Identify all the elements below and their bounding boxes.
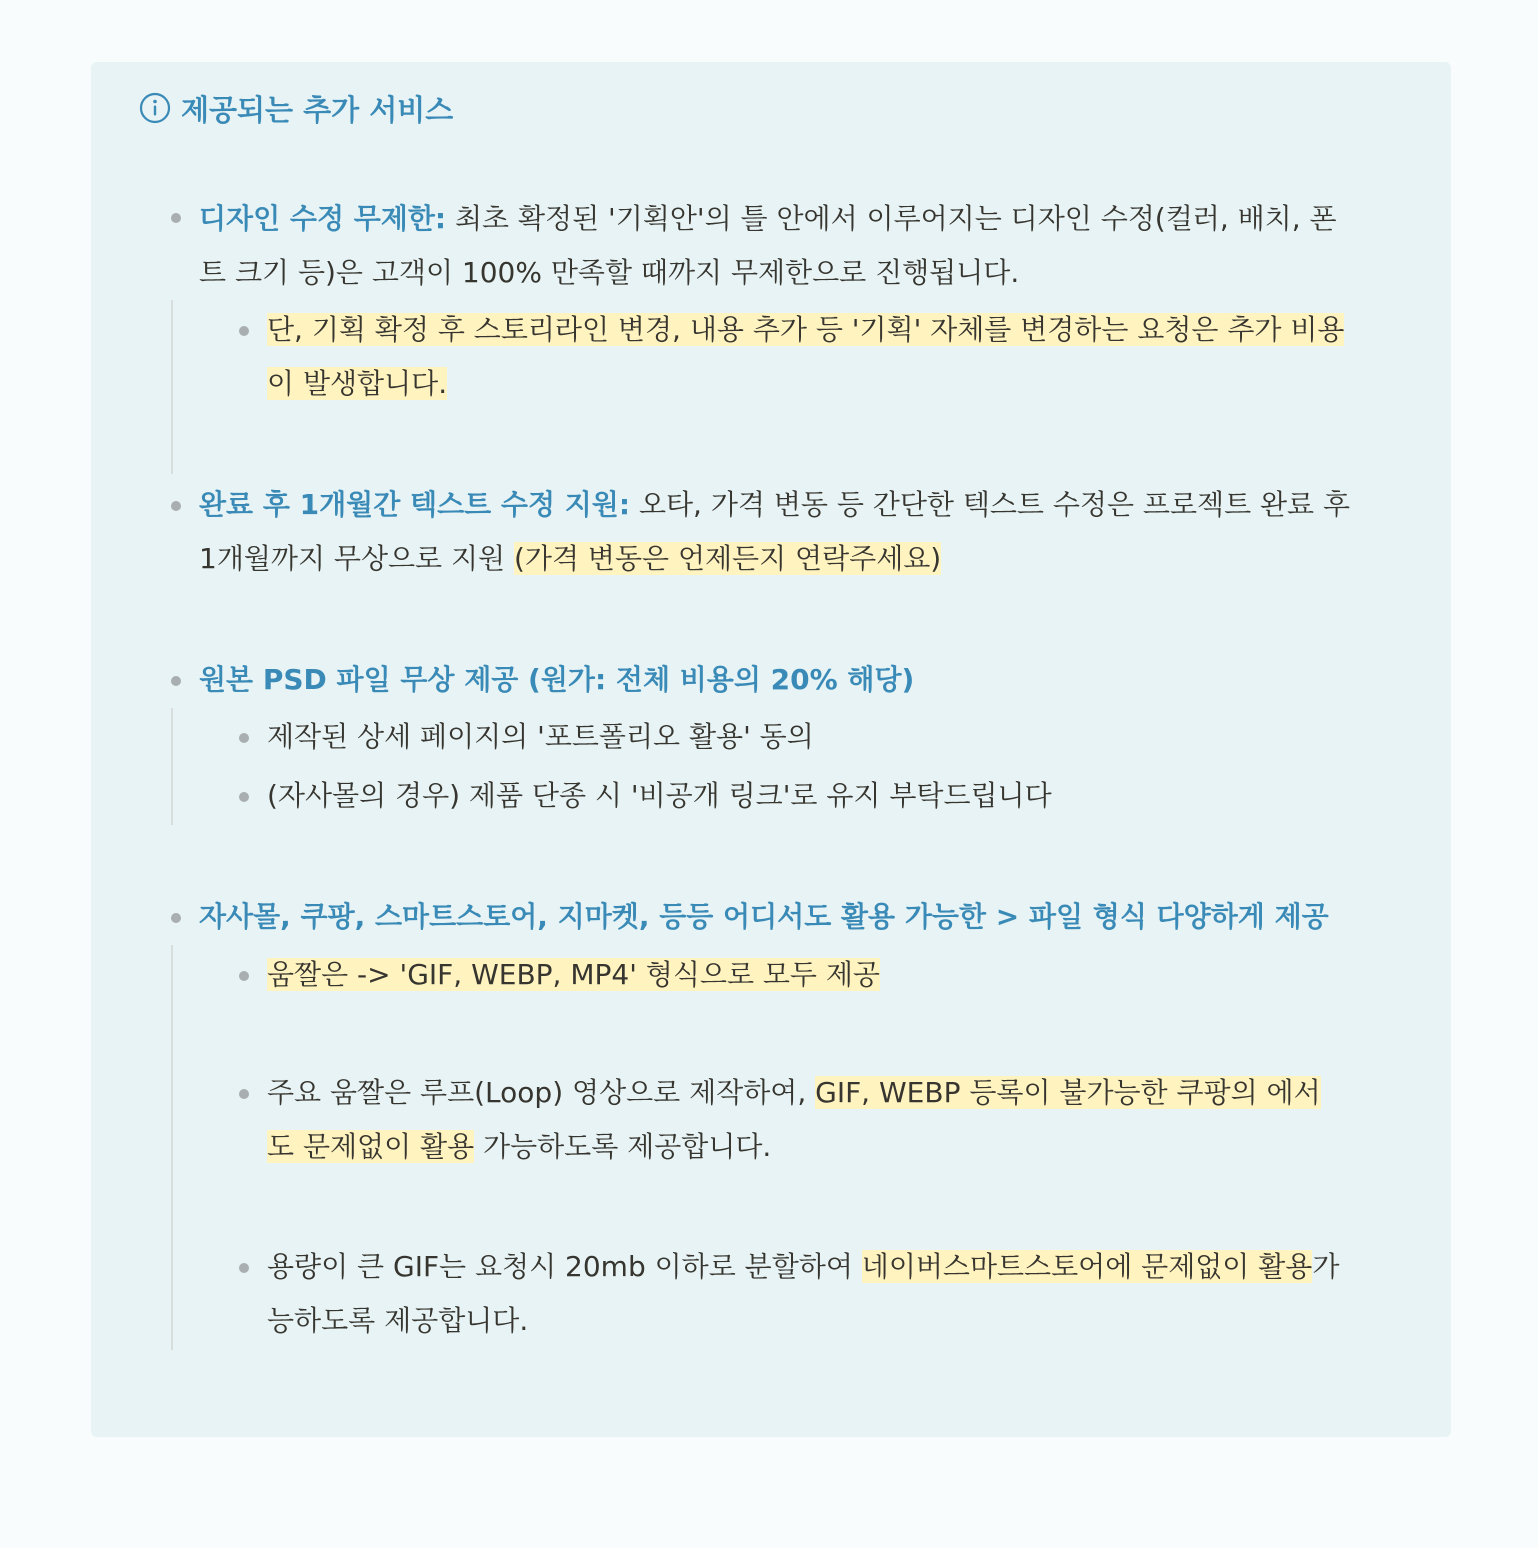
- sub-item-formats: [267, 955, 880, 995]
- highlight-text: 도 문제없이 활용: [267, 1130, 475, 1163]
- highlight-text: 네이버스마트스토어에 문제없이 활용: [861, 1250, 1313, 1283]
- sub-item-loop-cont: [267, 1127, 771, 1167]
- item-label: 원본 PSD 파일 무상 제공 (원가: 전체 비용의 20% 해당): [199, 663, 915, 696]
- sub-item-portfolio: 제작된 상세 페이지의 '포트폴리오 활용' 동의: [267, 720, 814, 753]
- bullet-dot: [171, 501, 181, 511]
- highlight-text: 움짤은 -> 'GIF, WEBP, MP4' 형식으로 모두 제공: [267, 958, 880, 991]
- item-text: 가능하도록 제공합니다.: [474, 1130, 772, 1163]
- list-item-psd: [199, 660, 914, 700]
- item-text-cont: 트 크기 등)은 고객이 100% 만족할 때까지 무제한으로 진행됩니다.: [199, 256, 1020, 289]
- info-icon: [139, 92, 171, 124]
- sub-item-loop: [267, 1073, 1321, 1113]
- bullet-dot: [239, 326, 249, 336]
- item-text: 용량이 큰 GIF는 요청시 20mb 이하로 분할하여: [267, 1250, 862, 1283]
- list-item-design-revision: [199, 199, 1337, 239]
- bullet-dot: [171, 913, 181, 923]
- bullet-dot: [239, 1263, 249, 1273]
- item-label: 디자인 수정 무제한:: [199, 202, 447, 235]
- item-text: 주요 움짤은 루프(Loop) 영상으로 제작하여,: [267, 1076, 816, 1109]
- bullet-dot: [239, 1089, 249, 1099]
- callout-title: 제공되는 추가 서비스: [181, 92, 454, 127]
- bullet-dot: [239, 792, 249, 802]
- sub-item-gif-split-cont: 능하도록 제공합니다.: [267, 1304, 529, 1337]
- sub-item-gif-split: [267, 1247, 1339, 1287]
- highlight-text: GIF, WEBP 등록이 불가능한 쿠팡의 에서: [815, 1076, 1321, 1109]
- item-text: 오타, 가격 변동 등 간단한 텍스트 수정은 프로젝트 완료 후: [630, 488, 1351, 521]
- highlight-text: 이 발생합니다.: [267, 367, 448, 400]
- list-item-file-formats: [199, 897, 1329, 937]
- bullet-dot: [239, 733, 249, 743]
- item-text-cont: [199, 539, 941, 579]
- list-item-text-support: [199, 485, 1350, 525]
- highlight-text: (가격 변동은 언제든지 연락주세요): [514, 542, 942, 575]
- callout-box: [91, 62, 1451, 1437]
- nested-divider: [171, 708, 173, 825]
- item-text: 최초 확정된 '기획안'의 틀 안에서 이루어지는 디자인 수정(컬러, 배치, 폰: [446, 202, 1337, 235]
- sub-item-private-link: (자사몰의 경우) 제품 단종 시 '비공개 링크'로 유지 부탁드립니다: [267, 779, 1052, 812]
- nested-divider: [171, 945, 173, 1350]
- bullet-dot: [239, 971, 249, 981]
- item-label: 완료 후 1개월간 텍스트 수정 지원:: [199, 488, 631, 521]
- item-text: 가: [1312, 1250, 1340, 1283]
- sub-item-note-cont: [267, 364, 447, 404]
- highlight-text: 단, 기획 확정 후 스토리라인 변경, 내용 추가 등 '기획' 자체를 변경하는 요청은 추가 비용: [267, 313, 1345, 346]
- bullet-dot: [171, 213, 181, 223]
- sub-item-note: [267, 310, 1344, 350]
- bullet-dot: [171, 676, 181, 686]
- nested-divider: [171, 300, 173, 474]
- item-label: 자사몰, 쿠팡, 스마트스토어, 지마켓, 등등 어디서도 활용 가능한 > 파일 형식 다양하게 제공: [199, 900, 1329, 933]
- item-text: 1개월까지 무상으로 지원: [199, 542, 514, 575]
- callout-header: [139, 88, 453, 128]
